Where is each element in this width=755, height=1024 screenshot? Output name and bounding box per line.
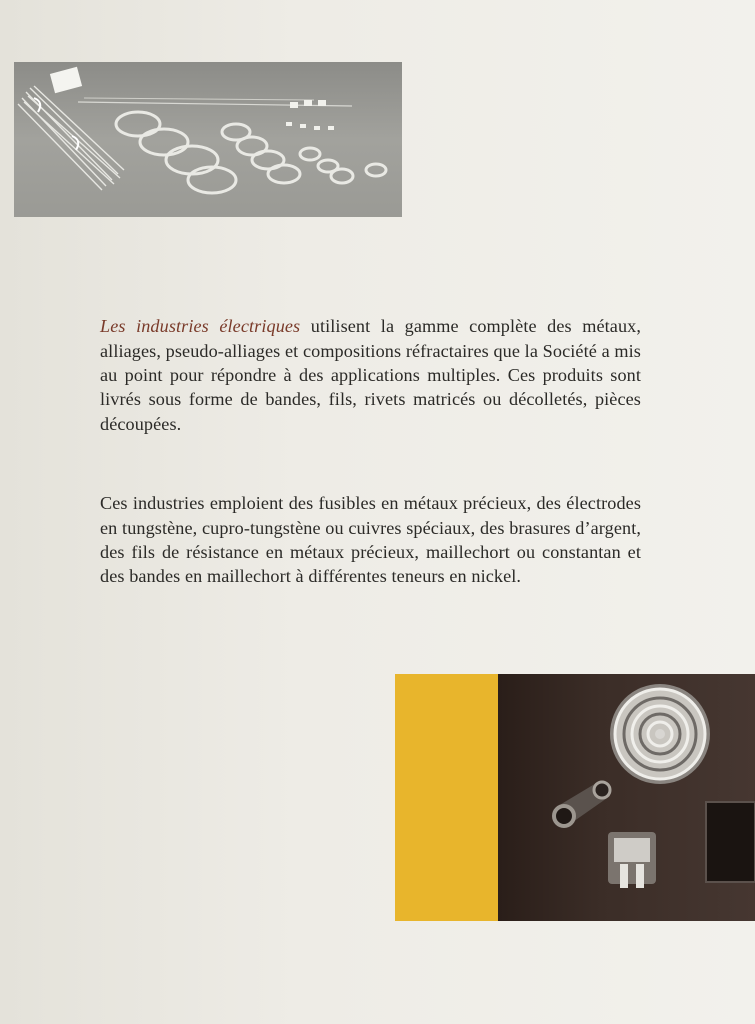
yellow-accent-band [395,674,498,921]
wires-photo [14,62,402,217]
electrical-parts-photo [498,674,755,921]
paragraph-2: Ces industries emploient des fusibles en métaux précieux, des électrodes en tungstène, cupro-tungstène ou cuivres spéciaux, des brasures d’argent, des fils de résistance en métaux précieux, maillechort ou constantan et des bandes en maillechort à différentes teneurs en nickel. [100,493,641,587]
paragraph-1-lead: Les industries électriques [100,316,301,337]
paragraph-1 [100,314,641,436]
paragraph-1-body: utilisent la gamme complète des métaux, alliages, pseudo-alliages et compositions réfractaires que la Société a mis au point pour répondre à des applications multiples. Ces produits sont livrés sous forme de bandes, fils, rivets matricés ou décolletés, pièces découpées. [100,316,641,434]
